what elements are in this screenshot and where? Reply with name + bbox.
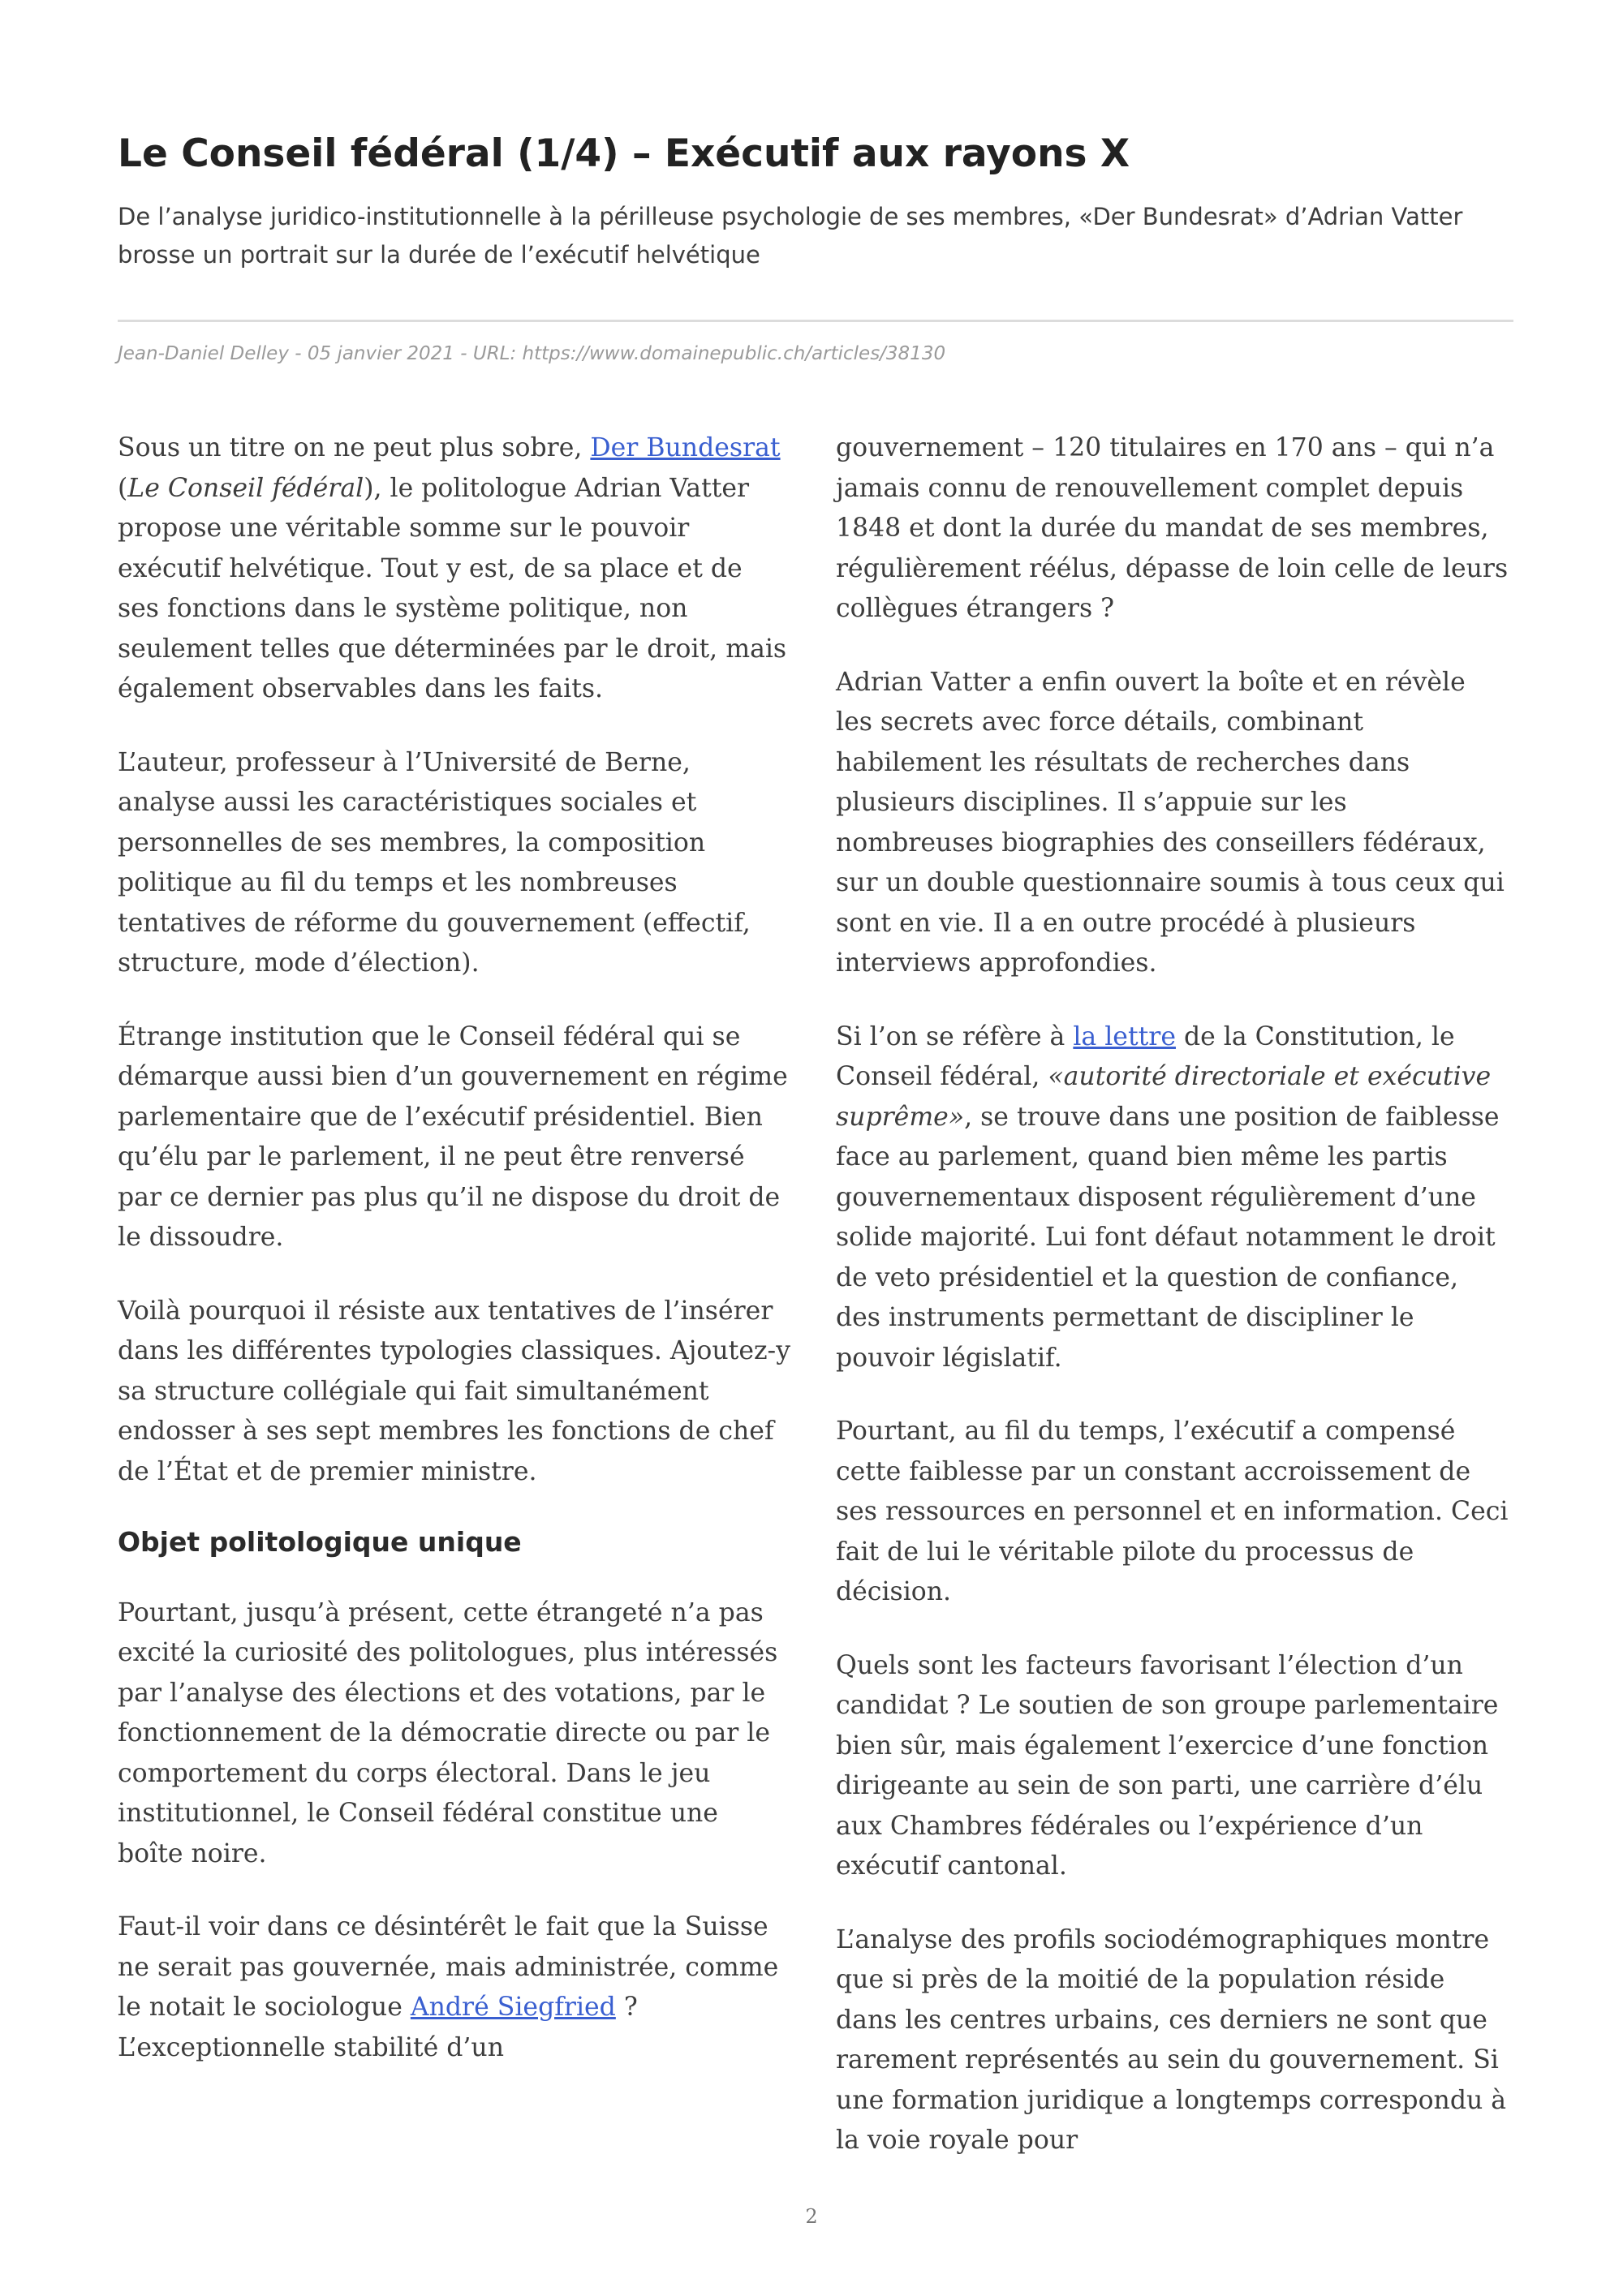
article-title: Le Conseil fédéral (1/4) – Exécutif aux rayons X (118, 131, 1130, 176)
der-bundesrat-link[interactable]: Der Bundesrat (590, 433, 781, 462)
paragraph: L’analyse des profils sociodémographiques montre que si près de la moitié de la population réside dans les centres urbains, ces derniers ne sont que rarement représentés au sein du gouvernement. Si une formation juridique a longtemps correspondu à la voie royale pour (836, 1924, 1507, 2155)
left-column (118, 428, 791, 2101)
article-meta: Jean-Daniel Delley - 05 janvier 2021 - URL: https://www.domainepublic.ch/articles/38130 (118, 343, 946, 364)
section-heading: Objet politologique unique (118, 1526, 522, 1558)
paragraph: Pourtant, au fil du temps, l’exécutif a compensé cette faiblesse par un constant accroissement de ses ressources en personnel et en information. Ceci fait de lui le véritable pilote du processus de décision. (836, 1417, 1509, 1606)
la-lettre-link[interactable]: la lettre (1073, 1021, 1176, 1051)
paragraph: Étrange institution que le Conseil fédéral qui se démarque aussi bien d’un gouvernement en régime parlementaire que de l’exécutif présidentiel. Bien qu’élu par le parlement, il ne peut être renversé par ce dernier pas plus qu’il ne dispose du droit de le dissoudre. (118, 1021, 788, 1252)
page-number: 2 (805, 2205, 818, 2228)
paragraph: Adrian Vatter a enfin ouvert la boîte et en révèle les secrets avec force détails, combinant habilement les résultats de recherches dans plusieurs disciplines. Il s’appuie sur les nombreuses biographies des conseillers fédéraux, sur un double questionnaire soumis à tous ceux qui sont en vie. Il a en outre procédé à plusieurs interviews approfondies. (836, 667, 1505, 978)
paragraph: Voilà pourquoi il résiste aux tentatives de l’insérer dans les différentes typologies classiques. Ajoutez-y sa structure collégiale qui fait simultanément endosser à ses sept membres les fonctions de chef de l’État et de premier ministre. (118, 1296, 790, 1486)
paragraph: Sous un titre on ne peut plus sobre, Der Bundesrat (Le Conseil fédéral), le politologue Adrian Vatter propose une véritable somme sur le pouvoir exécutif helvétique. Tout y est, de sa place et de ses fonctions dans le système politique, non seulement telles que déterminées par le droit, mais également observables dans les faits. (118, 433, 787, 703)
paragraph: Faut-il voir dans ce désintérêt le fait que la Suisse ne serait pas gouvernée, mais administrée, comme le notait le sociologue André Siegfried ? L’exceptionnelle stabilité d’un (118, 1912, 779, 2062)
andre-siegfried-link[interactable]: André Siegfried (410, 1993, 616, 2023)
paragraph: L’auteur, professeur à l’Université de Berne, analyse aussi les caractéristiques sociales et personnelles de ses membres, la composition politique au fil du temps et les nombreuses tentatives de réforme du gouvernement (effectif, structure, mode d’élection). (118, 747, 751, 978)
header-divider (118, 320, 1513, 322)
paragraph: Quels sont les facteurs favorisant l’élection d’un candidat ? Le soutien de son groupe parlementaire bien sûr, mais également l’exercice d’une fonction dirigeante au sein de son parti, une carrière d’élu aux Chambres fédérales ou l’expérience d’un exécutif cantonal. (836, 1650, 1499, 1881)
article-header (118, 131, 1513, 273)
right-column (836, 428, 1509, 2195)
paragraph: Si l’on se réfère à la lettre de la Constitution, le Conseil fédéral, «autorité directoriale et exécutive suprême», se trouve dans une position de faiblesse face au parlement, quand bien même les partis gouvernementaux disposent régulièrement d’une solide majorité. Lui font défaut notamment le droit de veto présidentiel et la question de confiance, des instruments permettant de discipliner le pouvoir législatif. (836, 1021, 1500, 1373)
paragraph: gouvernement – 120 titulaires en 170 ans – qui n’a jamais connu de renouvellement complet depuis 1848 et dont la durée du mandat de ses membres, régulièrement réélus, dépasse de loin celle de leurs collègues étrangers ? (836, 433, 1509, 623)
paragraph: Pourtant, jusqu’à présent, cette étrangeté n’a pas excité la curiosité des politologues, plus intéressés par l’analyse des élections et des votations, par le fonctionnement de la démocratie directe ou par le comportement du corps électoral. Dans le jeu institutionnel, le Conseil fédéral constitue une boîte noire. (118, 1597, 778, 1868)
article-subtitle: De l’analyse juridico-institutionnelle à la périlleuse psychologie de ses membres, «Der Bundesrat» d’Adrian Vatter brosse un portrait sur la durée de l’exécutif helvétique (118, 203, 1463, 269)
